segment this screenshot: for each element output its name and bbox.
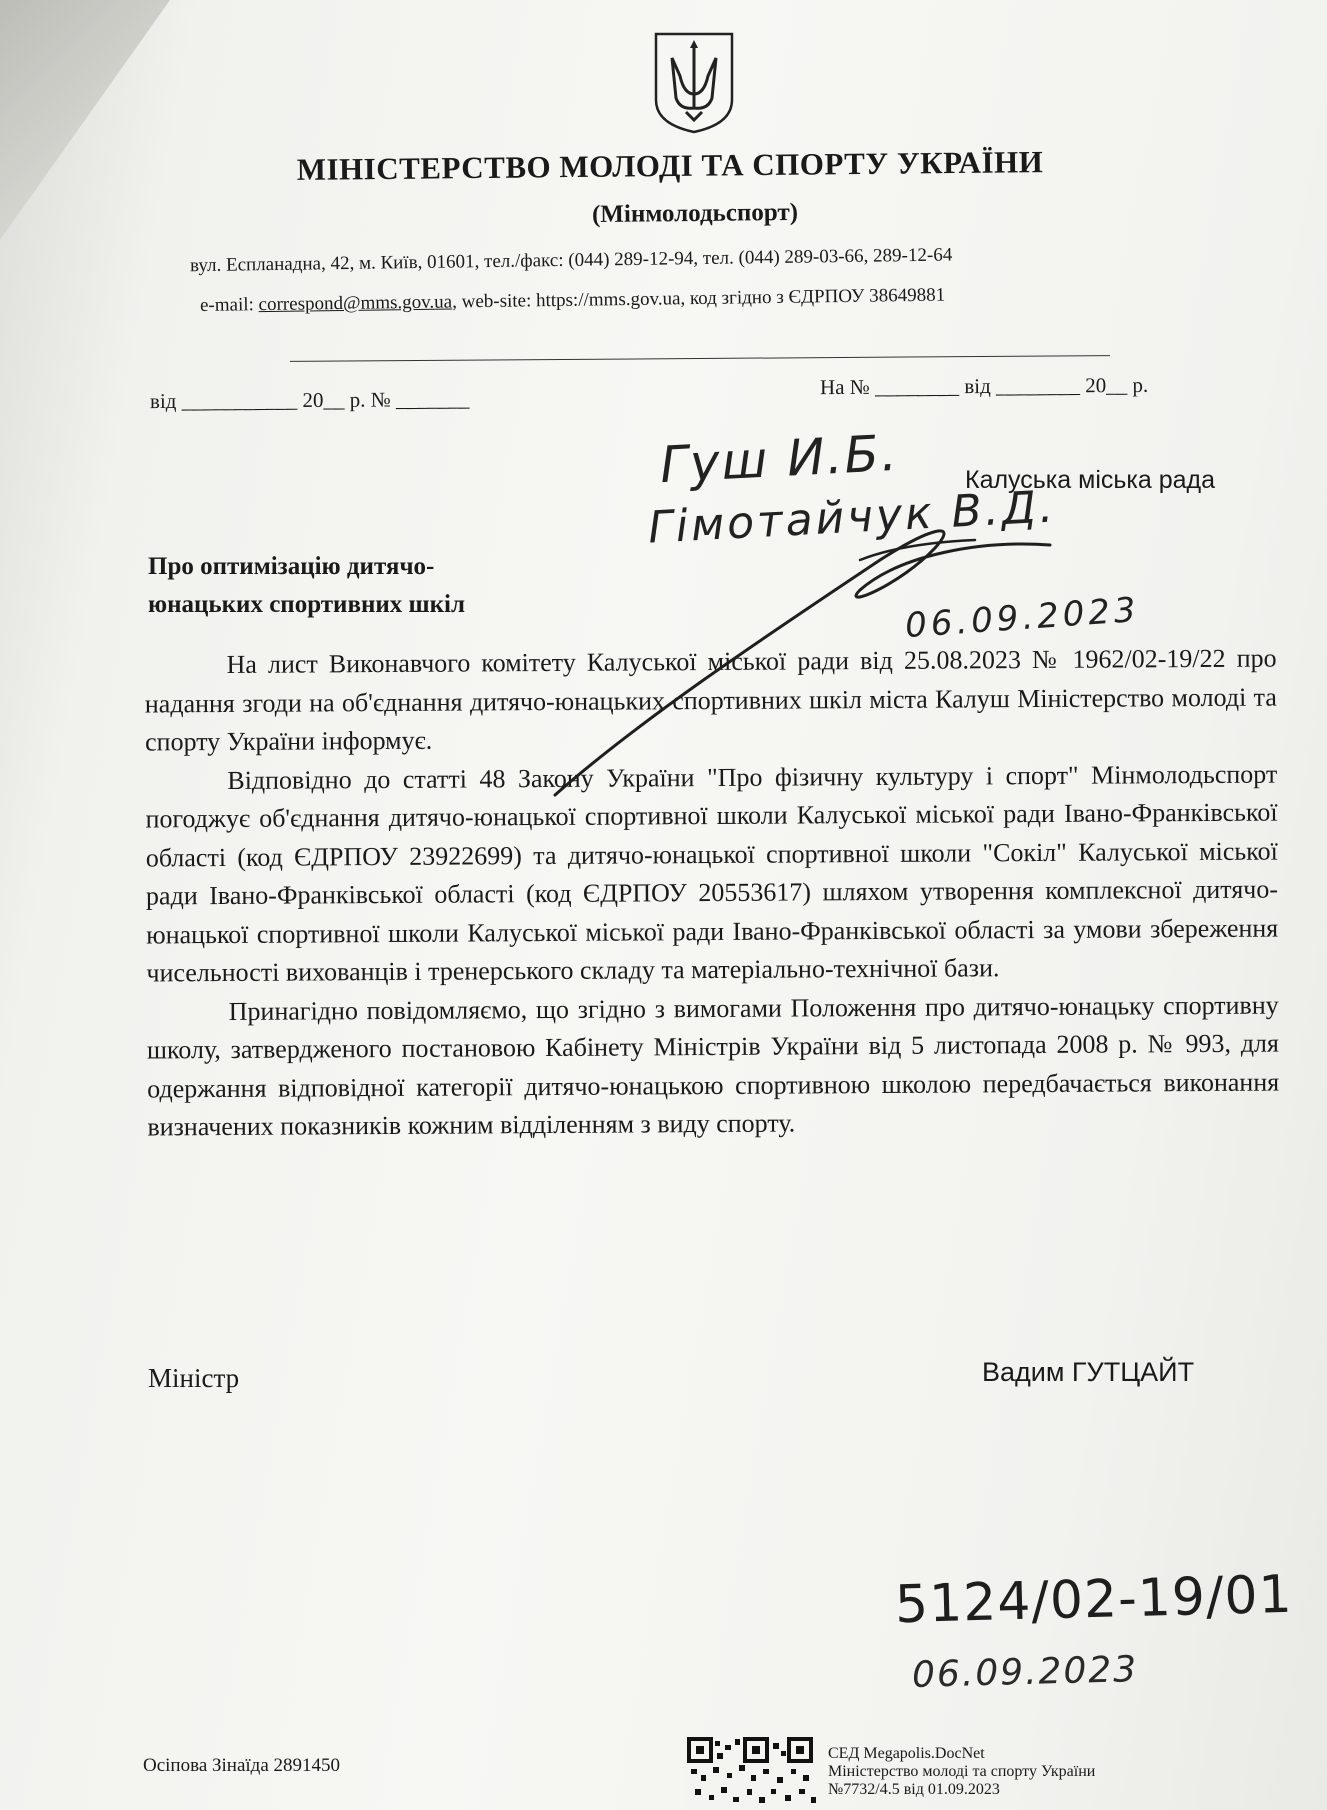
handwritten-registration-number: 5124/02-19/01 — [894, 1564, 1294, 1636]
sed-registration-number: №7732/4.5 від 01.09.2023 — [828, 1781, 1000, 1798]
ministry-address: вул. Еспланадна, 42, м. Київ, 01601, тел./факс: (044) 289-12-94, тел. (044) 289-03-66, 289-12-64 — [189, 244, 953, 277]
ministry-contacts — [200, 281, 1200, 317]
handwritten-assignee-2: Гімотайчук В.Д. — [646, 481, 1058, 554]
email-label: e-mail: — [199, 294, 254, 316]
outgoing-registration: від ___________ 20__ р. № _______ — [149, 386, 470, 414]
body-paragraph-2: Відповідно до статті 48 Закону України "Про фізичну культуру і спорт" Мінмолодьспорт погоджує об'єднання дитячо-юнацької спортивної школи Калуської міської ради Івано-Франківської області (код ЄДРПОУ 23922699) та дитячо-юнацької спортивної школи "Сокіл" Калуської міської ради Івано-Франківської області (код ЄДРПОУ 20553617) шляхом утворення комплексної дитячо-юнацької спортивної школи Калуської міської ради Івано-Франківської області за умови збереження чисельності вихованців і тренерського складу та матеріально-технічної бази. — [145, 759, 1279, 988]
trident-crest-icon — [650, 28, 738, 136]
sed-organization: Міністерство молоді та спорту України — [828, 1763, 1096, 1780]
signer-title: Міністр — [148, 1363, 240, 1393]
qr-code-icon — [685, 1735, 821, 1810]
page-fold-shadow — [0, 0, 170, 240]
subject-line-1: Про оптимізацію дитячо- — [148, 553, 435, 580]
ministry-title: МІНІСТЕРСТВО МОЛОДІ ТА СПОРТУ УКРАЇНИ — [296, 144, 1044, 187]
website-and-code: , web-site: https://mms.gov.ua, код згідно з ЄДРПОУ 38649881 — [451, 284, 946, 313]
letter-body — [144, 640, 1279, 1147]
incoming-reference: На № ________ від ________ 20__ р. — [819, 372, 1149, 400]
handwritten-registration-date: 06.09.2023 — [911, 1649, 1139, 1696]
ministry-short-name: (Мінмолодьспорт) — [591, 198, 799, 229]
sed-registration-block — [828, 1745, 1095, 1799]
recipient: Калуська міська рада — [965, 466, 1216, 494]
body-paragraph-1: На лист Виконавчого комітету Калуської міської ради від 25.08.2023 № 1962/02-19/22 про надання згоди на об'єднання дитячо-юнацьких спортивних шкіл міста Калуш Міністерство молоді та спорту України інформує. — [144, 643, 1277, 757]
letter-subject — [148, 548, 588, 624]
header-divider — [290, 355, 1110, 362]
sed-system-name: СЕД Megapolis.DocNet — [828, 1745, 985, 1762]
handwritten-resolution-date: 06.09.2023 — [903, 589, 1141, 647]
handwritten-assignee-1: Гуш И.Б. — [658, 423, 900, 495]
signer-name: Вадим ГУТЦАЙТ — [982, 1357, 1195, 1387]
body-paragraph-3: Принагідно повідомляємо, що згідно з вимогами Положення про дитячо-юнацьку спортивну школу, затвердженого постановою Кабінету Міністрів України від 5 листопада 2008 р. № 993, для одержання відповідної категорії дитячо-юнацькою спортивною школою передбачається виконання визначених показників кожним відділенням з виду спорту. — [146, 990, 1280, 1142]
executor-contact: Осіпова Зінаїда 2891450 — [143, 1755, 341, 1776]
email-link[interactable]: correspond@mms.gov.ua — [258, 291, 453, 316]
subject-line-2: юнацьких спортивних шкіл — [148, 591, 465, 618]
